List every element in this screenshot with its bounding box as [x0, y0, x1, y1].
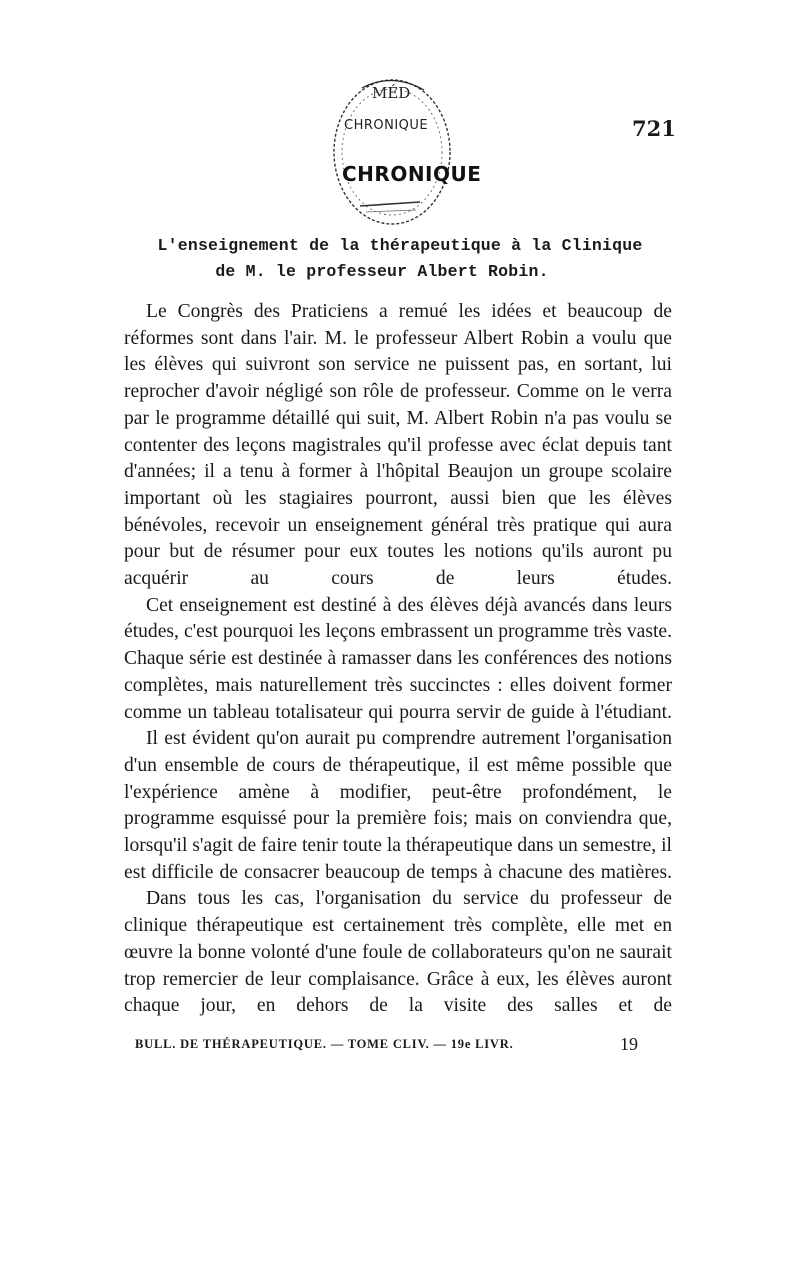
paragraph-2: Cet enseignement est destiné à des élèves déjà avancés dans leurs études, c'est pourquoi les leçons embrassent un programme très vaste. Chaque série est destinée à ramasser dans les conférences des notions complètes, mais naturellement très succinctes : elles doivent former comme un tableau totalisateur qui pourra servir de guide à l'étudiant. — [124, 594, 672, 723]
article-body — [124, 299, 672, 1020]
page-number: 721 — [632, 116, 676, 141]
stamp-big-label: CHRONIQUE — [342, 162, 482, 186]
footer-signature-number: 19 — [620, 1034, 638, 1054]
paragraph-4: Dans tous les cas, l'organisation du service du professeur de clinique thérapeutique est certainement très complète, elle met en œuvre la bonne volonté d'une foule de collaborateurs qu'on ne saurait trop remercier de leur complaisance. Grâce à eux, les élèves auront chaque jour, en dehors de la visite des salles et de — [124, 888, 672, 1017]
article-title-line-1: L'enseignement de la thérapeutique à la Clinique — [157, 236, 643, 255]
paragraph-1: Le Congrès des Praticiens a remué les idées et beaucoup de réformes sont dans l'air. M. le professeur Albert Robin a voulu que les élèves qui suivront son service ne puissent pas, en sortant, lui reprocher d'avoir négligé son rôle de professeur. Comme on le verra par le programme détaillé qui suit, M. Albert Robin n'a pas voulu se contenter des leçons magistrales qu'il professe avec éclat depuis tant d'années; il a tenu à former à l'hôpital Beaujon un groupe scolaire important où les stagiaires pourront, aussi bien que les élèves bénévoles, recevoir un enseignement général très pratique qui aura pour but de résumer pour eux toutes les notions qu'ils auront pu acquérir au cours de leurs études. — [124, 301, 672, 590]
stamp-arc-text: MÉD — [372, 84, 411, 102]
article-title-line-2: de M. le professeur Albert Robin. — [215, 262, 549, 281]
stamp-small-label: CHRONIQUE — [344, 118, 429, 133]
footer-journal-reference: BULL. DE THÉRAPEUTIQUE. — TOME CLIV. — 19e LIVR. — [135, 1037, 514, 1051]
paragraph-3: Il est évident qu'on aurait pu comprendre autrement l'organisation d'un ensemble de cours de thérapeutique, il est même possible que l'expérience amène à modifier, peut-être profondément, le programme esquissé pour la première fois; mais on conviendra que, lorsqu'il s'agit de faire tenir toute la thérapeutique dans un semestre, il est difficile de consacrer beaucoup de temps à chacune des matières. — [124, 728, 672, 883]
library-stamp — [320, 70, 482, 230]
stamp-border-icon — [320, 70, 460, 230]
